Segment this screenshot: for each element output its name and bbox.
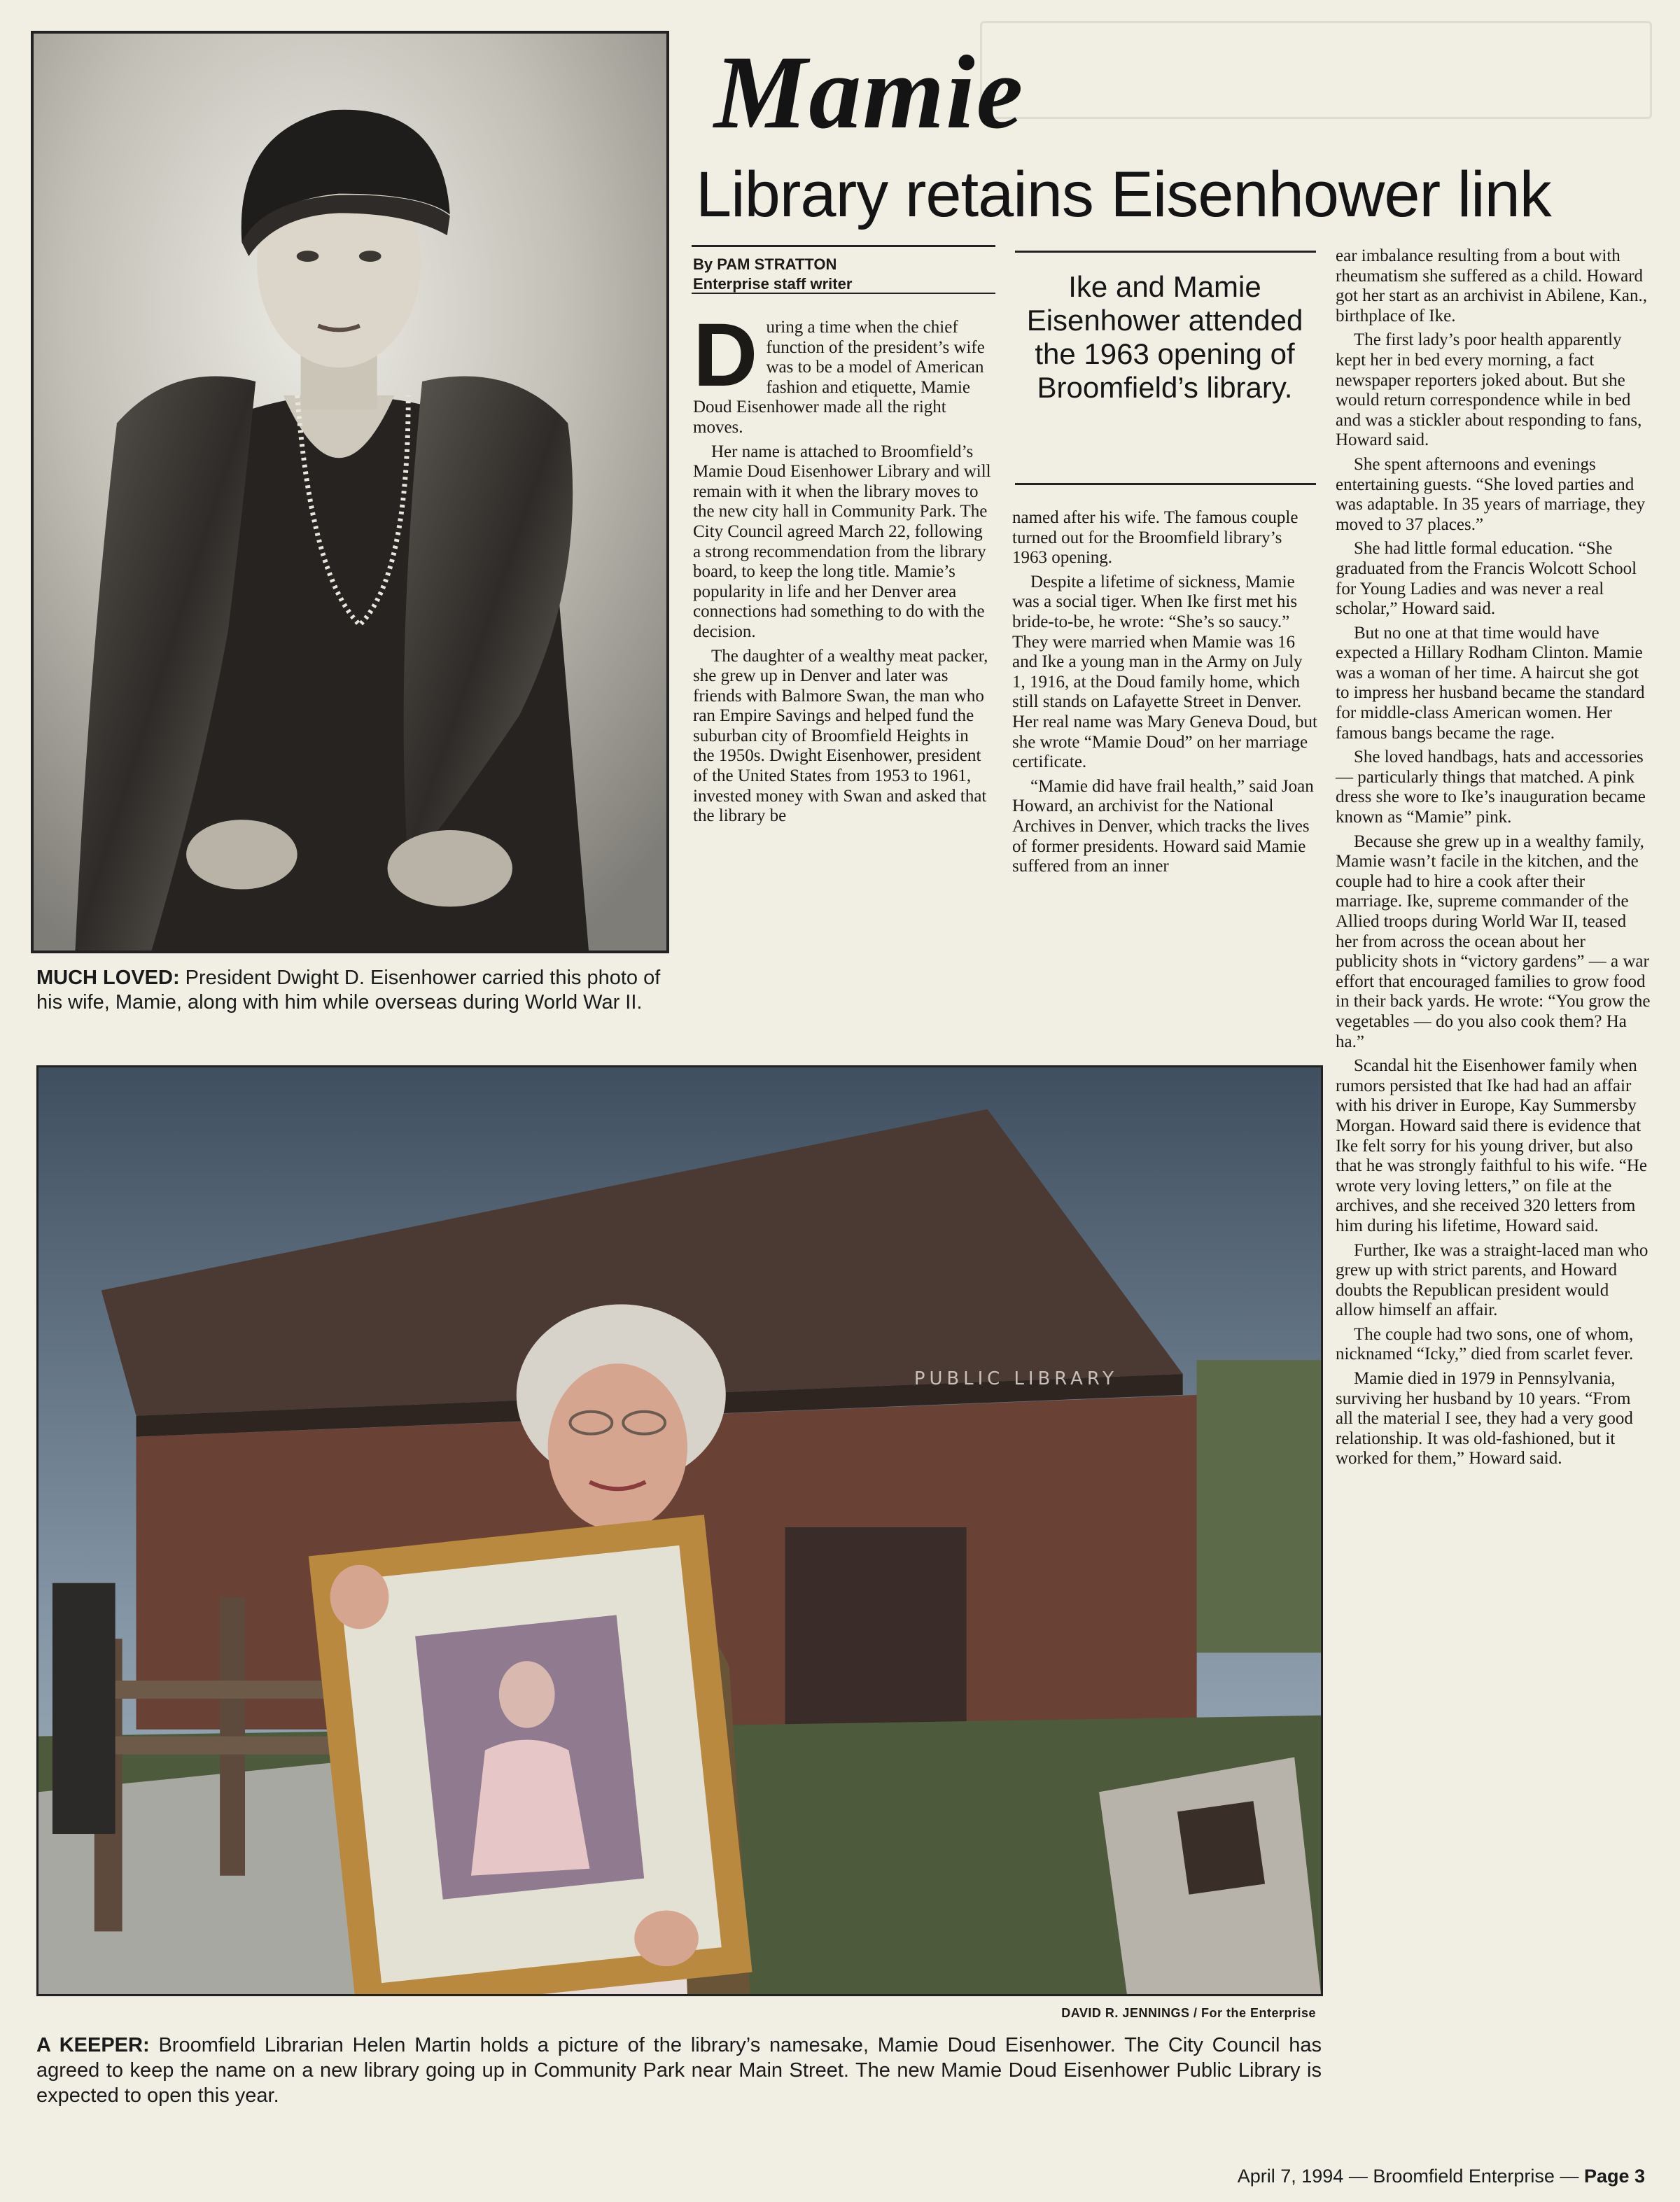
paragraph: The daughter of a wealthy meat packer, she grew up in Denver and later was friends with Balmore Swan, the man who ran Empire Savings and helped fund the suburban city of Broomfield Heights in the 1950s. Dwight Eisenhower, president of the United States from 1953 to 1961, invested money with Swan and asked that the library be [693,646,988,826]
pull-quote: Ike and Mamie Eisenhower attended the 1963 opening of Broomfield’s library. [1026,270,1303,404]
rule [692,245,995,247]
caption-lead: A KEEPER: [36,2034,150,2056]
paragraph-text: uring a time when the chief function of the president’s wife was to be a model of American fashion and etiquette, Mamie Doud Eisenhower made all the right moves. [693,318,985,437]
paragraph [693,305,994,438]
rule [1015,251,1316,253]
paragraph: The couple had two sons, one of whom, nicknamed “Icky,” died from scarlet fever. [1336,1324,1634,1364]
paragraph: She had little formal education. “She graduated from the Francis Wolcott School for Young Ladies and was never a real scholar,” Howard said. [1336,539,1637,619]
paragraph: But no one at that time would have expected a Hillary Rodham Clinton. Mamie was a woman of her time. A haircut she got to impress her husband became the standard for middle-class American women. Her famous bangs became the rage. [1336,623,1645,743]
photo-credit: DAVID R. JENNINGS / For the Enterprise [1061,2006,1316,2020]
caption-text: Broomfield Librarian Helen Martin holds a picture of the library’s namesake, Mamie Doud Eisenhower. The City Council has agreed to keep the name on a new library going up in Community Park near Main Street. The new Mamie Doud Eisenhower Public Library is expected to open this year. [36,2034,1322,2107]
byline-title: Enterprise staff writer [693,275,853,293]
mamie-portrait-photo [31,31,669,953]
article-column-2 [1012,508,1317,881]
librarian-photo [36,1065,1323,1996]
dateline: April 7, 1994 — Broomfield Enterprise — [1237,2166,1584,2187]
paragraph: named after his wife. The famous couple turned out for the Broomfield library’s 1963 opening. [1012,508,1298,568]
byline [693,255,994,294]
rule [1015,483,1316,485]
public-library-sign: PUBLIC LIBRARY [913,1368,1118,1389]
paragraph: Her name is attached to Broomfield’s Mamie Doud Eisenhower Library and will remain with it when the library moves to the new city hall in Community Park. The City Council agreed March 22, following a strong recommendation from the library board, to keep the long title. Mamie’s popularity in life and her Denver area connections had something to do with the decision. [693,442,991,641]
byline-name: By PAM STRATTON [693,255,837,273]
paragraph: “Mamie did have frail health,” said Joan Howard, an archivist for the National Archives in Denver, which tracks the lives of former presidents. Howard said Mamie suffered from an inner [1012,776,1314,876]
paragraph: Because she grew up in a wealthy family, Mamie wasn’t facile in the kitchen, and the couple had to hire a cook after their marriage. Ike, supreme commander of the Allied troops during World War II, teased her from across the ocean about her publicity shots in “victory gardens” — a war effort that encouraged families to grow food in their back yards. He wrote: “You grow the vegetables — do you also cook them? Ha ha.” [1336,832,1651,1051]
headline: Library retains Eisenhower link [696,159,1551,230]
caption-lead: MUCH LOVED: [36,967,180,989]
paragraph: Further, Ike was a straight-laced man who grew up with strict parents, and Howard doubts the Republican president would allow himself an affair. [1336,1240,1648,1320]
paragraph: Mamie died in 1979 in Pennsylvania, surviving her husband by 10 years. “From all the material I see, they had a very good relationship. It was old-fashioned, but it worked for them,” Howard said. [1336,1369,1633,1468]
article-column-1 [693,305,994,831]
article-column-3 [1336,246,1651,1473]
drop-cap: D [693,305,758,405]
paragraph: The first lady’s poor health apparently kept her in bed every morning, a fact newspaper reporters joked about. But she would return correspondence while in bed and was a stickler about responding to fans, Howard said. [1336,330,1642,450]
top-photo-caption [36,966,666,1015]
paragraph: She spent afternoons and evenings entertaining guests. “She loved parties and was adaptable. In 35 years of marriage, they moved to 37 places.” [1336,454,1646,534]
bottom-photo-caption [36,2033,1322,2108]
paragraph: Scandal hit the Eisenhower family when rumors persisted that Ike had had an affair with his driver in Europe, Kay Summersby Morgan. Howard said there is evidence that Ike felt sorry for his young driver, but also that he was strongly faithful to his wife. “He wrote very loving letters,” on file at the archives, and she received 320 letters from him during his lifetime, Howard said. [1336,1056,1648,1235]
kicker: Mamie [714,34,1025,150]
paragraph: ear imbalance resulting from a bout with rheumatism she suffered as a child. Howard got her start as an archivist in Abilene, Kan., birthplace of Ike. [1336,246,1648,325]
page-footer [1190,2166,1645,2187]
paragraph: She loved handbags, hats and accessories — particularly things that matched. A pink dress she wore to Ike’s inauguration became known as “Mamie” pink. [1336,748,1646,827]
paragraph: Despite a lifetime of sickness, Mamie was a social tiger. When Ike first met his bride-to-be, he wrote: “She’s so saucy.” They were married when Mamie was 16 and Ike a young man in the Army on July 1, 1916, at the Doud family home, which still stands on Lafayette Street in Denver. Her real name was Mary Geneva Doud, but she wrote “Mamie Doud” on her marriage certificate. [1012,572,1317,772]
page-number: Page 3 [1583,2166,1645,2187]
caption-text: President Dwight D. Eisenhower carried this photo of his wife, Mamie, along with him while overseas during World War II. [36,967,661,1014]
